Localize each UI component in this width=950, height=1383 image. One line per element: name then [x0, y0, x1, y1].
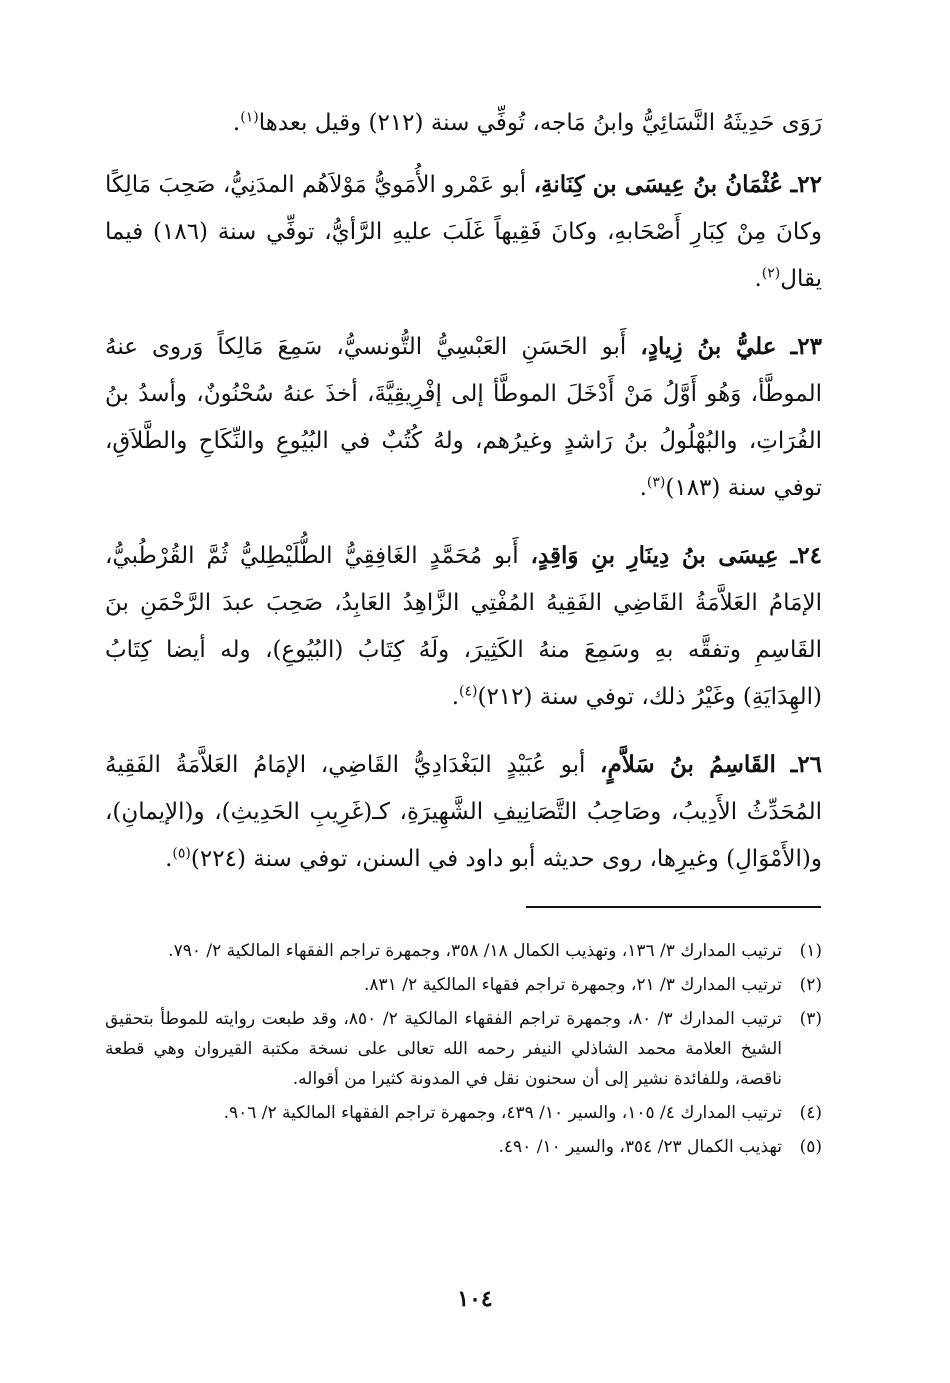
footnote-ref: (٥): [172, 845, 191, 862]
footnote-text: ترتيب المدارك ٤/ ١٠٥، والسير ١٠/ ٤٣٩، وجمهرة تراجم الفقهاء المالكية ٢/ ٩٠٦.: [223, 1103, 782, 1123]
entry-name: عليُّ بنُ زِيادٍ،: [640, 333, 777, 360]
paragraph-end: .: [232, 110, 241, 136]
entry-name: عِيسَى بنُ دِينَارِ بنِ وَاقِدٍ،: [530, 542, 779, 569]
paragraph-text: رَوَى حَدِيثَهُ النَّسَائِيُّ وابنُ مَاجه، تُوفِّي سنة (٢١٢) وقيل بعدها: [258, 110, 822, 136]
biography-entry-23: [105, 323, 822, 512]
main-text: [105, 100, 822, 903]
footnote-label: (٤): [799, 1103, 822, 1123]
footnote: [105, 1132, 822, 1162]
footnote-label: (٢): [799, 975, 822, 995]
entry-number: ٢٦ـ: [790, 751, 823, 778]
entry-number: ٢٣ـ: [790, 333, 823, 360]
biography-entry-26: [105, 741, 822, 883]
footnote-divider: [526, 906, 821, 908]
footnote-ref: (١): [240, 109, 259, 126]
footnote-label: (٣): [799, 1009, 822, 1029]
footnotes: [105, 936, 822, 1166]
footnote-ref: (٢): [761, 265, 781, 282]
paragraph-text: أبو عُبَيْدٍ البَغْدَادِيُّ القَاضِي، الإمَامُ العَلاَّمَةُ الفَقِيهُ المُحَدِّثُ الأَدِيبُ، وصَاحِبُ التَّصَانِيفِ الشَّهِيرَةِ، كـ(غَرِيبِ الحَدِيثِ)، و(الإيمانِ)، و(الأَمْوَالِ) وغيرِها، روى حديثه أبو داود في السنن، توفي سنة (٢٢٤): [105, 752, 822, 872]
entry-number: ٢٢ـ: [790, 171, 823, 198]
footnote-text: ترتيب المدارك ٣/ ١٣٦، وتهذيب الكمال ١٨/ ٣٥٨، وجمهرة تراجم الفقهاء المالكية ٢/ ٧٩٠.: [168, 941, 782, 961]
paragraph-continuation: [105, 100, 822, 147]
biography-entry-22: [105, 161, 822, 303]
paragraph-end: .: [754, 266, 762, 292]
footnote-label: (١): [799, 941, 822, 961]
footnote-label: (٥): [799, 1137, 822, 1157]
paragraph-text: أبو عَمْرو الأُمَويُّ مَوْلاَهُم المدَنِيُّ، صَحِبَ مَالِكًا وكانَ مِنْ كِبَارِ أَصْحَابهِ، وكانَ فَقِيهاً غَلَبَ عليهِ الرَّأيُّ، توفِّي سنة (١٨٦) فيما يقال: [105, 172, 822, 292]
paragraph-text: أَبو مُحَمَّدٍ الغَافِقِيُّ الطُّلَيْطِليُّ ثُمَّ القُرْطُبيُّ، الإمَامُ العَلاَّمَةُ القَاضِي الفَقِيهُ المُفْتِي الزَّاهِدُ العَابِدُ، صَحِبَ عبدَ الرَّحْمَنِ بنَ القَاسِمِ وتفقَّه بهِ وسَمِعَ منهُ الكَثِيرَ، ولَهُ كِتَابُ (البُيُوعِ)، وله أيضا كِتَابُ (الهِدَايَةِ) وغَيْرُ ذلك، توفي سنة (٢١٢): [105, 543, 822, 710]
paragraph-end: .: [639, 475, 647, 501]
page-number: ١٠٤: [457, 1286, 493, 1312]
entry-name: عُثْمَانُ بنُ عِيسَى بن كِنَانةِ،: [533, 171, 784, 198]
footnote-ref: (٤): [459, 683, 478, 700]
footnote-text: ترتيب المدارك ٣/ ٢١، وجمهرة تراجم فقهاء المالكية ٢/ ٨٣١.: [363, 975, 782, 995]
footnote-text: تهذيب الكمال ٢٣/ ٣٥٤، والسير ١٠/ ٤٩٠.: [498, 1137, 782, 1157]
footnote: [105, 936, 822, 966]
footnote-ref: (٣): [646, 474, 666, 491]
footnote: [105, 1098, 822, 1128]
footnote: [105, 1004, 822, 1094]
entry-name: القَاسِمُ بنُ سَلاَّمٍ،: [600, 751, 776, 778]
entry-number: ٢٤ـ: [790, 542, 823, 569]
footnote: [105, 970, 822, 1000]
paragraph-text: أَبو الحَسَنِ العَبْسِيُّ التُّونسيُّ، سَمِعَ مَالِكاً وَروى عنهُ الموطَّأ، وَهُو أَوَّلُ مَنْ أَدْخَلَ الموطَّأ إلى إفْرِيقِيَّةَ، أخذَ عنهُ سُحْنُونٌ، وأسدُ بنُ الفُرَاتِ، والبُهْلُولُ بنُ رَاشدٍ وغيرُهم، ولهُ كُتُبٌ في البُيُوعِ والنِّكَاحِ والطَّلاَقِ، توفي سنة (١٨٣): [105, 334, 822, 501]
paragraph-end: .: [165, 846, 173, 872]
footnote-text: ترتيب المدارك ٣/ ٨٠، وجمهرة تراجم الفقهاء المالكية ٢/ ٨٥٠، وقد طبعت روايته للموطأ بتحقيق الشيخ العلامة محمد الشاذلي النيفر رحمه الله تعالى على نسخة مكتبة القيروان وهي قطعة ناقصة، وللفائدة نشير إلى أن سحنون نقل في المدونة كثيرا من أقواله.: [105, 1009, 783, 1089]
paragraph-end: .: [451, 684, 459, 710]
biography-entry-24: [105, 532, 822, 721]
